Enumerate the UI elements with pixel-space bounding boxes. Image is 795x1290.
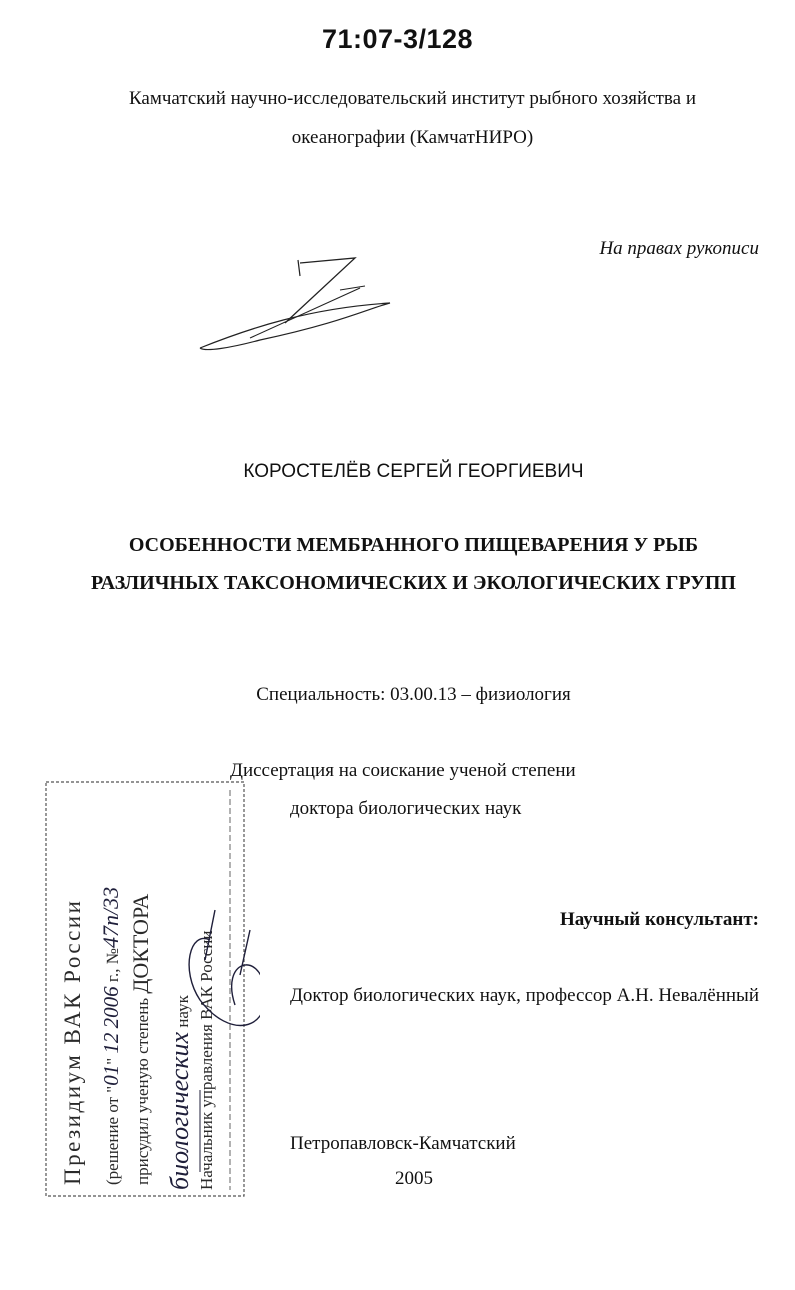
title-line1: ОСОБЕННОСТИ МЕМБРАННОГО ПИЩЕВАРЕНИЯ У РЫБ <box>128 534 699 556</box>
stamp-month: 12 <box>99 1032 123 1054</box>
author-name: КОРОСТЕЛЁВ СЕРГЕЙ ГЕОРГИЕВИЧ <box>243 461 584 482</box>
city: Петропавловск-Камчатский <box>290 1133 516 1154</box>
specialty: Специальность: 03.00.13 – физиология <box>256 684 571 705</box>
institute-name-line1: Камчатский научно-исследовательский институт рыбного хозяйства и <box>128 88 697 109</box>
stamp-field-suffix: наук <box>173 995 192 1028</box>
dissertation-line1: Диссертация на соискание ученой степени <box>230 760 576 781</box>
stamp-line1: Президиум ВАК России <box>60 898 85 1185</box>
stamp-line4 <box>165 994 194 1190</box>
consultant-label: Научный консультант: <box>559 909 759 930</box>
stamp-line2 <box>98 887 123 1185</box>
stamp-number: 47п/33 <box>98 886 123 949</box>
stamp-number-label: г., № <box>103 948 122 983</box>
author-signature <box>190 248 410 358</box>
title-line2: РАЗЛИЧНЫХ ТАКСОНОМИЧЕСКИХ И ЭКОЛОГИЧЕСКИХ ГРУПП <box>91 572 736 594</box>
dissertation-line2: доктора биологических наук <box>290 798 522 819</box>
stamp-line5: Начальник управления ВАК России <box>197 930 216 1190</box>
stamp-degree-prefix: присудил ученую степень <box>133 997 152 1185</box>
year: 2005 <box>395 1168 433 1189</box>
rights-note: На правах рукописи <box>599 238 759 259</box>
stamp-day: 01 <box>99 1064 123 1086</box>
stamp-quote: " <box>103 1053 122 1065</box>
stamp-degree: ДОКТОРА <box>128 893 153 994</box>
registry-code: 71:07-3/128 <box>321 24 474 54</box>
consultant-name: Доктор биологических наук, профессор А.Н. Невалённый <box>289 985 759 1006</box>
institute-name-line2: океанографии (КамчатНИРО) <box>291 127 534 148</box>
stamp-handwritten-field: биологических <box>165 1031 194 1190</box>
stamp-year: 2006 <box>99 986 123 1029</box>
stamp-decision-prefix: (решение от " <box>103 1085 122 1185</box>
stamp-line3 <box>128 894 153 1185</box>
vak-approval-stamp <box>40 760 260 1200</box>
